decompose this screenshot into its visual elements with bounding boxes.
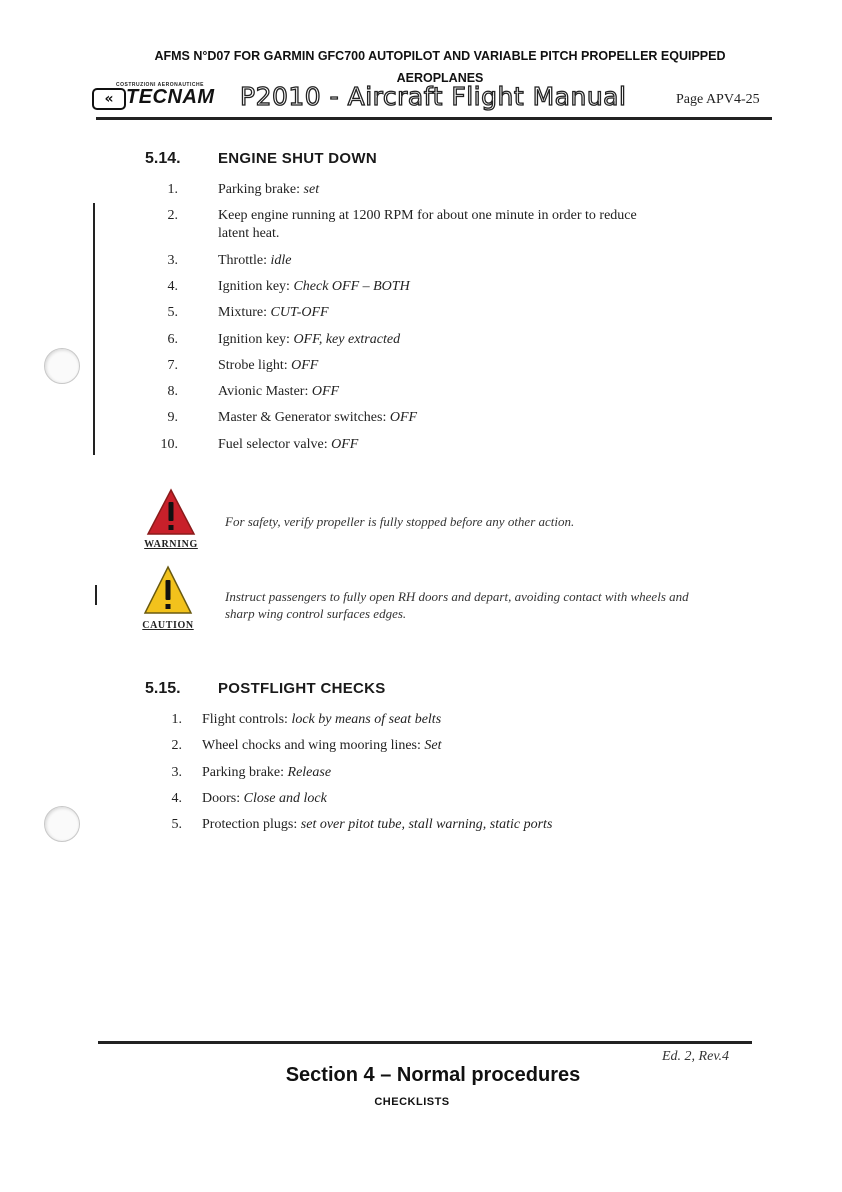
step-number: 6.: [167, 332, 178, 347]
header-line-2: AEROPLANES: [396, 71, 484, 85]
footer-subtitle: CHECKLISTS: [374, 1096, 450, 1108]
step-value: idle: [270, 253, 292, 268]
header-rule: [96, 117, 772, 120]
step-number: 10.: [160, 437, 178, 452]
step-value: OFF: [311, 384, 340, 399]
step-value: Set: [424, 738, 442, 753]
step-number: 3.: [167, 253, 178, 268]
step-number: 3.: [171, 765, 182, 780]
step-label: Avionic Master:: [218, 384, 312, 399]
step-value: OFF: [389, 410, 418, 425]
step-label: Doors:: [202, 791, 244, 806]
step-number: 8.: [167, 384, 178, 399]
step-number: 7.: [167, 358, 178, 373]
section-heading-engine-shutdown: [145, 150, 377, 168]
caution-text-line-2: sharp wing control surfaces edges.: [225, 606, 407, 621]
step-label: Ignition key:: [218, 279, 294, 294]
logo-name: TECNAM: [126, 86, 215, 108]
revision-bar-procedure: [93, 203, 95, 455]
step-number: 1.: [171, 712, 182, 727]
caution-block: [135, 565, 775, 637]
section-number: 5.14.: [145, 150, 181, 167]
step-number: 4.: [167, 279, 178, 294]
warning-label: WARNING: [144, 539, 198, 550]
punch-hole-top: [44, 348, 80, 384]
edition-revision: Ed. 2, Rev.4: [662, 1049, 729, 1064]
step-label: Wheel chocks and wing mooring lines:: [202, 738, 425, 753]
step-label: Fuel selector valve:: [218, 437, 332, 452]
step-value: CUT-OFF: [270, 305, 329, 320]
section-title: ENGINE SHUT DOWN: [218, 150, 377, 167]
punch-hole-bottom: [44, 806, 80, 842]
step-value: lock by means of seat belts: [291, 712, 442, 727]
page-reference: Page APV4-25: [676, 92, 760, 107]
step-value: Check OFF – BOTH: [293, 279, 410, 294]
header-line-1: AFMS N°D07 FOR GARMIN GFC700 AUTOPILOT AND VARIABLE PITCH PROPELLER EQUIPPED: [154, 49, 726, 63]
step-value: OFF: [291, 358, 319, 373]
step-label: Throttle:: [218, 253, 271, 268]
step-value: set over pitot tube, stall warning, static ports: [300, 817, 553, 832]
double-chevron-icon: «: [92, 88, 126, 110]
step-label: Keep engine running at 1200 RPM for about one minute in order to reduce: [218, 208, 637, 223]
step-number: 9.: [167, 410, 178, 425]
step-label: Flight controls:: [202, 712, 292, 727]
step-value: Release: [287, 765, 332, 780]
manual-title: P2010 - Aircraft Flight Manual: [240, 82, 627, 111]
step-label: Parking brake:: [218, 182, 304, 197]
caution-text-line-1: Instruct passengers to fully open RH doors and depart, avoiding contact with wheels and: [225, 589, 689, 604]
section-title: POSTFLIGHT CHECKS: [218, 680, 386, 697]
step-label-continued: latent heat.: [218, 226, 280, 241]
step-number: 5.: [171, 817, 182, 832]
step-number: 1.: [167, 182, 178, 197]
footer-rule: [98, 1041, 752, 1044]
step-label: Parking brake:: [202, 765, 288, 780]
step-number: 4.: [171, 791, 182, 806]
step-value: OFF, key extracted: [293, 332, 401, 347]
footer-section-title: Section 4 – Normal procedures: [285, 1064, 581, 1086]
step-number: 2.: [171, 738, 182, 753]
caution-text: [225, 588, 775, 622]
warning-block: [135, 488, 775, 554]
revision-bar-caution: [95, 585, 97, 605]
caution-label: CAUTION: [142, 620, 194, 631]
step-label: Master & Generator switches:: [218, 410, 390, 425]
step-value: set: [303, 182, 320, 197]
tecnam-logo: [92, 82, 215, 118]
step-value: OFF: [331, 437, 359, 452]
step-label: Mixture:: [218, 305, 271, 320]
logo-subtitle: COSTRUZIONI AERONAUTICHE: [116, 82, 204, 88]
section-heading-postflight-checks: [145, 680, 386, 698]
step-label: Protection plugs:: [202, 817, 301, 832]
step-number: 2.: [167, 208, 178, 223]
warning-triangle-icon: [146, 488, 196, 536]
step-label: Strobe light:: [218, 358, 292, 373]
step-number: 5.: [167, 305, 178, 320]
warning-text: For safety, verify propeller is fully stopped before any other action.: [225, 514, 575, 529]
caution-triangle-icon: [143, 565, 193, 615]
step-value: Close and lock: [243, 791, 327, 806]
section-number: 5.15.: [145, 680, 181, 697]
step-label: Ignition key:: [218, 332, 294, 347]
